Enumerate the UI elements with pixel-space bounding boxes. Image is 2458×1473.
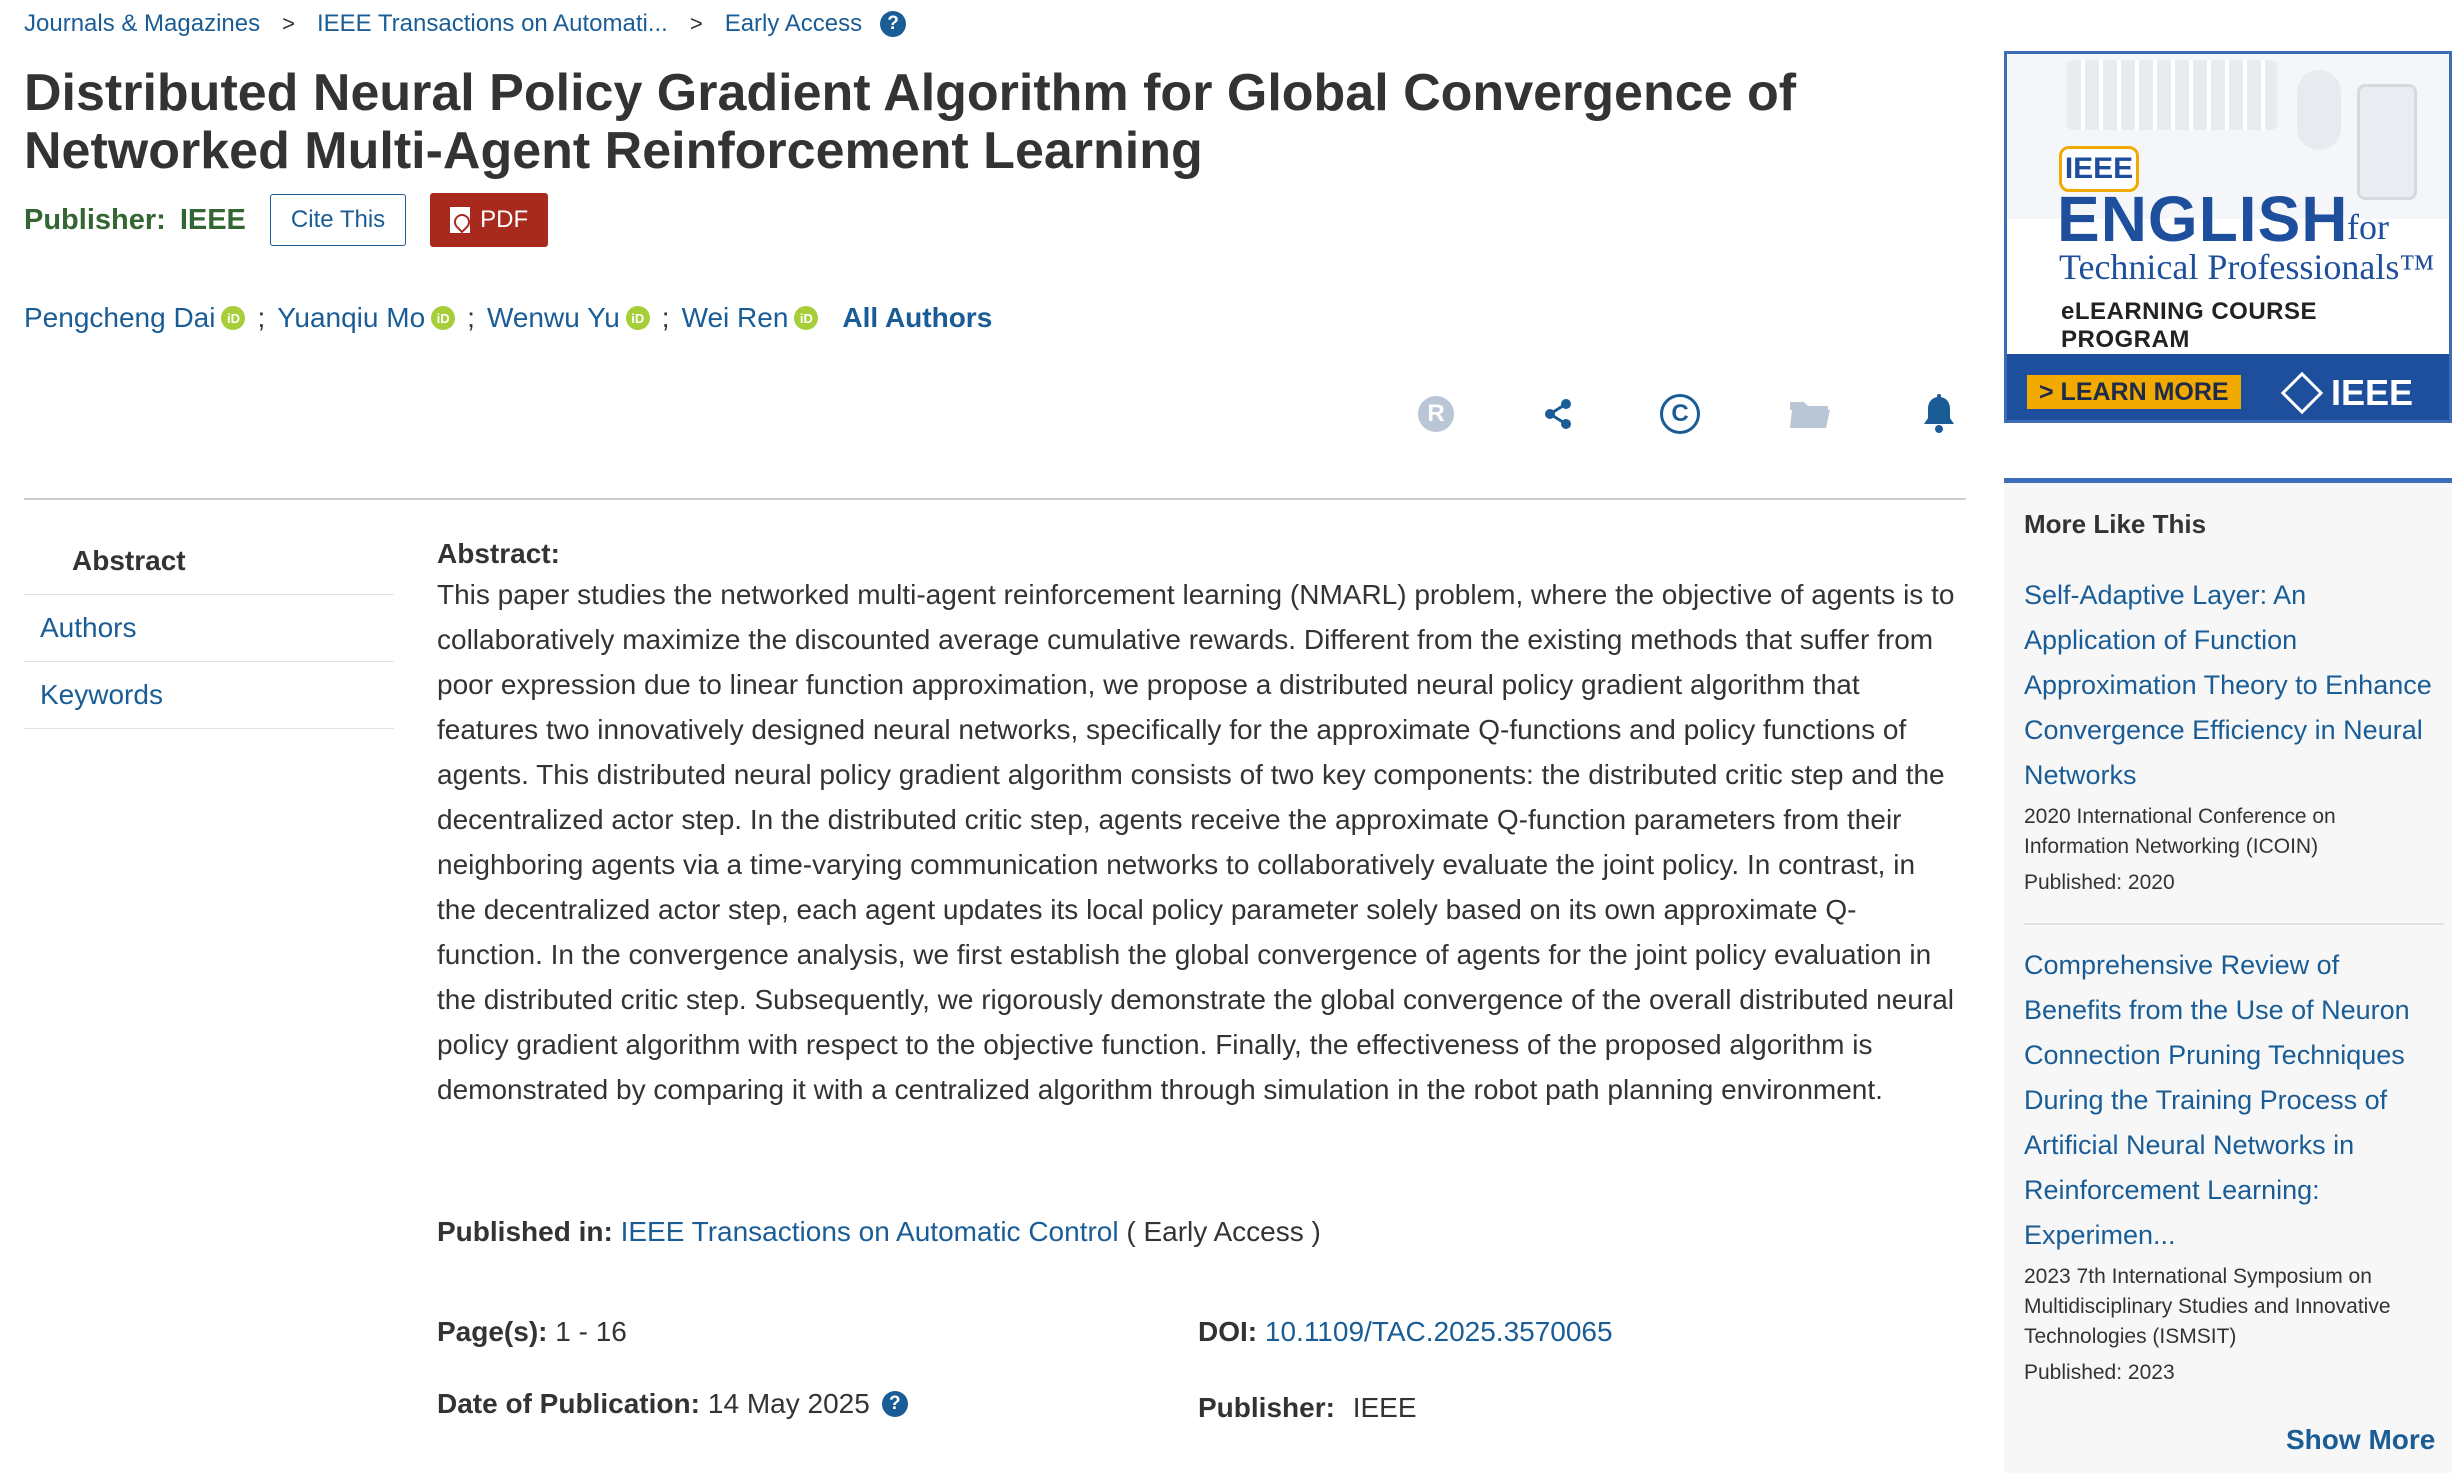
pages-label: Page(s): xyxy=(437,1316,548,1347)
publisher-detail-label: Publisher: xyxy=(1198,1392,1335,1423)
ad-badge: IEEE xyxy=(2059,146,2139,192)
section-divider xyxy=(24,498,1966,500)
early-access-note: ( Early Access ) xyxy=(1126,1216,1321,1247)
published-in-link[interactable]: IEEE Transactions on Automatic Control xyxy=(620,1216,1119,1247)
published-in-label: Published in: xyxy=(437,1216,613,1247)
publisher-label: Publisher: xyxy=(24,203,166,236)
breadcrumb-journals[interactable]: Journals & Magazines xyxy=(24,10,261,37)
related-article-published: Published: 2020 xyxy=(2024,871,2175,894)
ad-headline: ENGLISH xyxy=(2057,183,2349,255)
abstract-section xyxy=(437,536,1957,1112)
ieee-diamond-icon xyxy=(2281,372,2323,414)
pdf-button[interactable] xyxy=(430,193,548,247)
cite-this-button[interactable]: Cite This xyxy=(270,194,406,246)
orcid-icon[interactable]: iD xyxy=(794,306,818,330)
ad-program: eLEARNING COURSE PROGRAM xyxy=(2061,298,2318,353)
related-article-venue: 2023 7th International Symposium on Multidisciplinary Studies and Innovative Technologies (ISMSIT) xyxy=(2024,1265,2391,1348)
ieee-logo xyxy=(2287,372,2413,414)
publisher-row xyxy=(24,192,548,248)
bell-icon xyxy=(1921,394,1957,434)
breadcrumb-journal[interactable]: IEEE Transactions on Automati... xyxy=(316,10,668,37)
page-title: Distributed Neural Policy Gradient Algorithm for Global Convergence of Networked Multi-Agent Reinforcement Learning xyxy=(24,64,1797,180)
more-like-this-panel xyxy=(2004,478,2452,1473)
related-article-link[interactable]: Self-Adaptive Layer: An Application of Function Approximation Theory to Enhance Convergence Efficiency in Neural Networks xyxy=(2024,580,2432,790)
list-item xyxy=(2024,943,2444,1388)
related-article-link[interactable]: Comprehensive Review of Benefits from the Use of Neuron Connection Pruning Techniques During the Training Process of Artificial Neural Networks in Reinforcement Learning: Experimen... xyxy=(2024,950,2410,1250)
copyright-button[interactable] xyxy=(1658,388,1702,440)
related-article-published: Published: 2023 xyxy=(2024,1361,2175,1384)
orcid-icon[interactable]: iD xyxy=(221,306,245,330)
abstract-text: This paper studies the networked multi-agent reinforcement learning (NMARL) problem, where the objective of agents is to collaboratively maximize the discounted average cumulative rewards. Different from the existing methods that suffer from poor expression due to linear function approximation, we propose a distributed neural policy gradient algorithm that features two innovatively designed neural networks, specifically for the approximate Q-functions and policy functions of agents. This distributed neural policy gradient algorithm consists of two key components: the distributed critic step and the decentralized actor step. In the distributed critic step, agents receive the approximate Q-function parameters from their neighboring agents via a time-varying communication networks to collaboratively evaluate the joint policy. In contrast, in the decentralized actor step, each agent updates its local policy parameter solely based on its own approximate Q-function. In the convergence analysis, we first establish the global convergence of agents for the joint policy evaluation in the distributed critic step. Subsequently, we rigorously demonstrate the global convergence of the overall distributed neural policy gradient algorithm with respect to the objective function. Finally, the effectiveness of the proposed algorithm is demonstrated by comparing it with a centralized algorithm through simulation in the robot path planning environment. xyxy=(437,579,1955,1105)
share-button[interactable] xyxy=(1538,388,1578,440)
folder-icon xyxy=(1788,398,1832,430)
abstract-heading: Abstract: xyxy=(437,538,560,569)
publisher-detail-value: IEEE xyxy=(1352,1392,1417,1423)
author-link[interactable]: Pengcheng Dai xyxy=(24,302,216,333)
date-value: 14 May 2025 xyxy=(707,1388,870,1419)
ieee-logo-text: IEEE xyxy=(2331,372,2414,413)
breadcrumb-separator: > xyxy=(689,11,703,36)
nav-item-keywords[interactable]: Keywords xyxy=(24,662,394,729)
doi-link[interactable]: 10.1109/TAC.2025.3570065 xyxy=(1264,1316,1613,1347)
learn-more-button[interactable]: > LEARN MORE xyxy=(2027,375,2241,409)
advertisement-banner[interactable] xyxy=(2004,51,2452,423)
pdf-label: PDF xyxy=(480,206,529,233)
author-link[interactable]: Wenwu Yu xyxy=(486,302,620,333)
alerts-button[interactable] xyxy=(1918,388,1960,440)
rights-permissions-button[interactable] xyxy=(1414,388,1458,440)
add-to-folder-button[interactable] xyxy=(1786,388,1834,440)
breadcrumb-early-access[interactable]: Early Access xyxy=(724,10,863,37)
date-label: Date of Publication: xyxy=(437,1388,700,1419)
rights-icon: R xyxy=(1418,396,1454,432)
all-authors-link[interactable]: All Authors xyxy=(842,302,993,333)
help-icon[interactable]: ? xyxy=(882,1391,908,1417)
doi xyxy=(1198,1316,1613,1348)
nav-item-abstract[interactable]: Abstract xyxy=(24,528,394,595)
doi-label: DOI: xyxy=(1198,1316,1258,1347)
author-separator: ; xyxy=(661,302,670,333)
mouse-illustration xyxy=(2297,70,2341,150)
author-separator: ; xyxy=(467,302,475,333)
pdf-icon xyxy=(450,207,470,233)
more-like-this-heading: More Like This xyxy=(2024,509,2207,539)
orcid-icon[interactable]: iD xyxy=(431,306,455,330)
share-icon xyxy=(1543,397,1573,431)
help-icon[interactable]: ? xyxy=(880,11,906,37)
related-article-venue: 2020 International Conference on Information Networking (ICOIN) xyxy=(2024,805,2336,858)
ad-for: for xyxy=(2347,207,2389,247)
breadcrumb xyxy=(24,6,906,42)
author-separator: ; xyxy=(257,302,266,333)
author-link[interactable]: Wei Ren xyxy=(681,302,789,333)
breadcrumb-separator: > xyxy=(282,11,295,36)
copyright-icon: C xyxy=(1660,394,1700,434)
phone-illustration xyxy=(2357,84,2417,200)
pages-value: 1 - 16 xyxy=(555,1316,627,1347)
ad-footer xyxy=(2007,354,2449,423)
orcid-icon[interactable]: iD xyxy=(626,306,650,330)
ad-subline: Technical Professionals™ xyxy=(2059,247,2435,287)
document-sections-nav xyxy=(24,528,394,729)
list-divider xyxy=(2024,923,2444,925)
publisher-detail xyxy=(1198,1392,1417,1424)
show-more-link[interactable]: Show More xyxy=(2286,1424,2436,1455)
author-list xyxy=(24,296,992,340)
published-in xyxy=(437,1216,1321,1248)
pages xyxy=(437,1316,627,1348)
publisher-value: IEEE xyxy=(179,203,246,236)
nav-item-authors[interactable]: Authors xyxy=(24,595,394,662)
list-item xyxy=(2024,573,2444,898)
author-link[interactable]: Yuanqiu Mo xyxy=(277,302,426,333)
publication-date xyxy=(437,1388,908,1420)
keyboard-illustration xyxy=(2067,60,2277,130)
